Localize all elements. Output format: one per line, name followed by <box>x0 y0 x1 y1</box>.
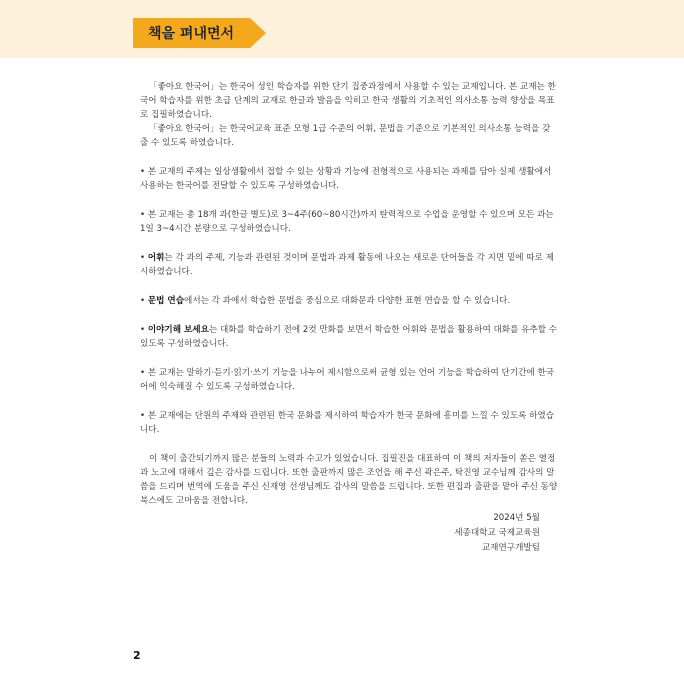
bullet-marker: • <box>140 253 148 263</box>
signature-org: 세종대학교 국제교육원 <box>454 528 540 538</box>
closing-paragraph: 이 책이 출간되기까지 많은 분들의 노력과 수고가 있었습니다. 집필진을 대표하여 이 책의 저자들이 쏟은 열정과 노고에 대해서 깊은 감사를 드립니다. 또한 출판까지 많은 조언을 해 주신 곽은주, 탁진영 교수님께 감사의 말씀을 드리며 번역에 도움을 주신 신재영 선생님께도 감사의 말씀을 드립니다. 또한 편집과 출판을 맡아 주신 동양북스에도 고마움을 전합니다. <box>140 454 558 506</box>
bullet-text: 는 대화를 학습하기 전에 2컷 만화를 보면서 학습한 어휘와 문법을 활용하여 대화를 유추할 수 있도록 구성하였습니다. <box>140 325 560 349</box>
bullet-text: 본 교재는 총 18개 과(한글 별도)로 3~4주(60~80시간)까지 탄력적으로 수업을 운영할 수 있으며 모든 과는 1일 3~4시간 분량으로 구성하였습니다. <box>140 210 557 234</box>
bullet-item-4 <box>140 294 558 308</box>
bullet-keyword: 문법 연습 <box>147 296 185 306</box>
bullet-marker: • <box>140 325 148 335</box>
bullet-text: 본 교재는 말하기·듣기·읽기·쓰기 기능을 나누어 제시함으로써 균형 있는 언어 기능을 학습하여 단기간에 한국어에 익숙해질 수 있도록 구성하였습니다. <box>140 368 555 392</box>
page-number: 2 <box>133 649 141 662</box>
bullet-item-7 <box>140 409 558 437</box>
bullet-text: 본 교재에는 단원의 주제와 관련된 한국 문화를 제시하여 학습자가 한국 문화에 흥미를 느낄 수 있도록 하였습니다. <box>140 411 555 435</box>
bullet-text: 에서는 각 과에서 학습한 문법을 중심으로 대화문과 다양한 표현 연습을 할 수 있습니다. <box>184 296 511 306</box>
bullet-keyword: 어휘 <box>147 253 165 263</box>
bullet-item-5 <box>140 323 558 351</box>
intro-paragraph-1: 「좋아요 한국어」는 한국어 성인 학습자를 위한 단기 집중과정에서 사용할 수 있는 교재입니다. 본 교재는 한국어 학습자를 위한 초급 단계의 교재로 한글과 발음을 익히고 한국 생활의 기초적인 의사소통 능력 향상을 목표로 집필하였습니다. <box>140 82 556 120</box>
bullet-item-6 <box>140 366 558 394</box>
preface-body <box>140 80 558 523</box>
bullet-marker: • <box>140 167 148 177</box>
bullet-marker: • <box>140 210 148 220</box>
bullet-item-3 <box>140 251 558 279</box>
signature-date: 2024년 5월 <box>493 513 540 523</box>
page-title: 책을 펴내면서 <box>148 26 235 42</box>
bullet-item-2 <box>140 208 558 236</box>
bullet-marker: • <box>140 296 148 306</box>
bullet-marker: • <box>140 368 148 378</box>
header-band <box>0 0 684 58</box>
intro-paragraph-2: 「좋아요 한국어」는 한국어교육 표준 모형 1급 수준의 어휘, 문법을 기준으로 기본적인 의사소통 능력을 갖출 수 있도록 하였습니다. <box>140 124 551 148</box>
bullet-item-1 <box>140 165 558 193</box>
bullet-text: 본 교재의 주제는 일상생활에서 접할 수 있는 상황과 기능에 전형적으로 사용되는 과제를 담아 실제 생활에서 사용하는 한국어를 전달할 수 있도록 구성하였습니다. <box>140 167 555 191</box>
bullet-keyword: 이야기해 보세요 <box>147 325 209 335</box>
bullet-marker: • <box>140 411 148 421</box>
bullet-text: 는 각 과의 주제, 기능과 관련된 것이며 문법과 과제 활동에 나오는 새로운 단어들을 각 지면 밑에 따로 제시하였습니다. <box>140 253 554 277</box>
signature-block <box>454 511 540 556</box>
signature-team: 교재연구개발팀 <box>481 543 540 553</box>
